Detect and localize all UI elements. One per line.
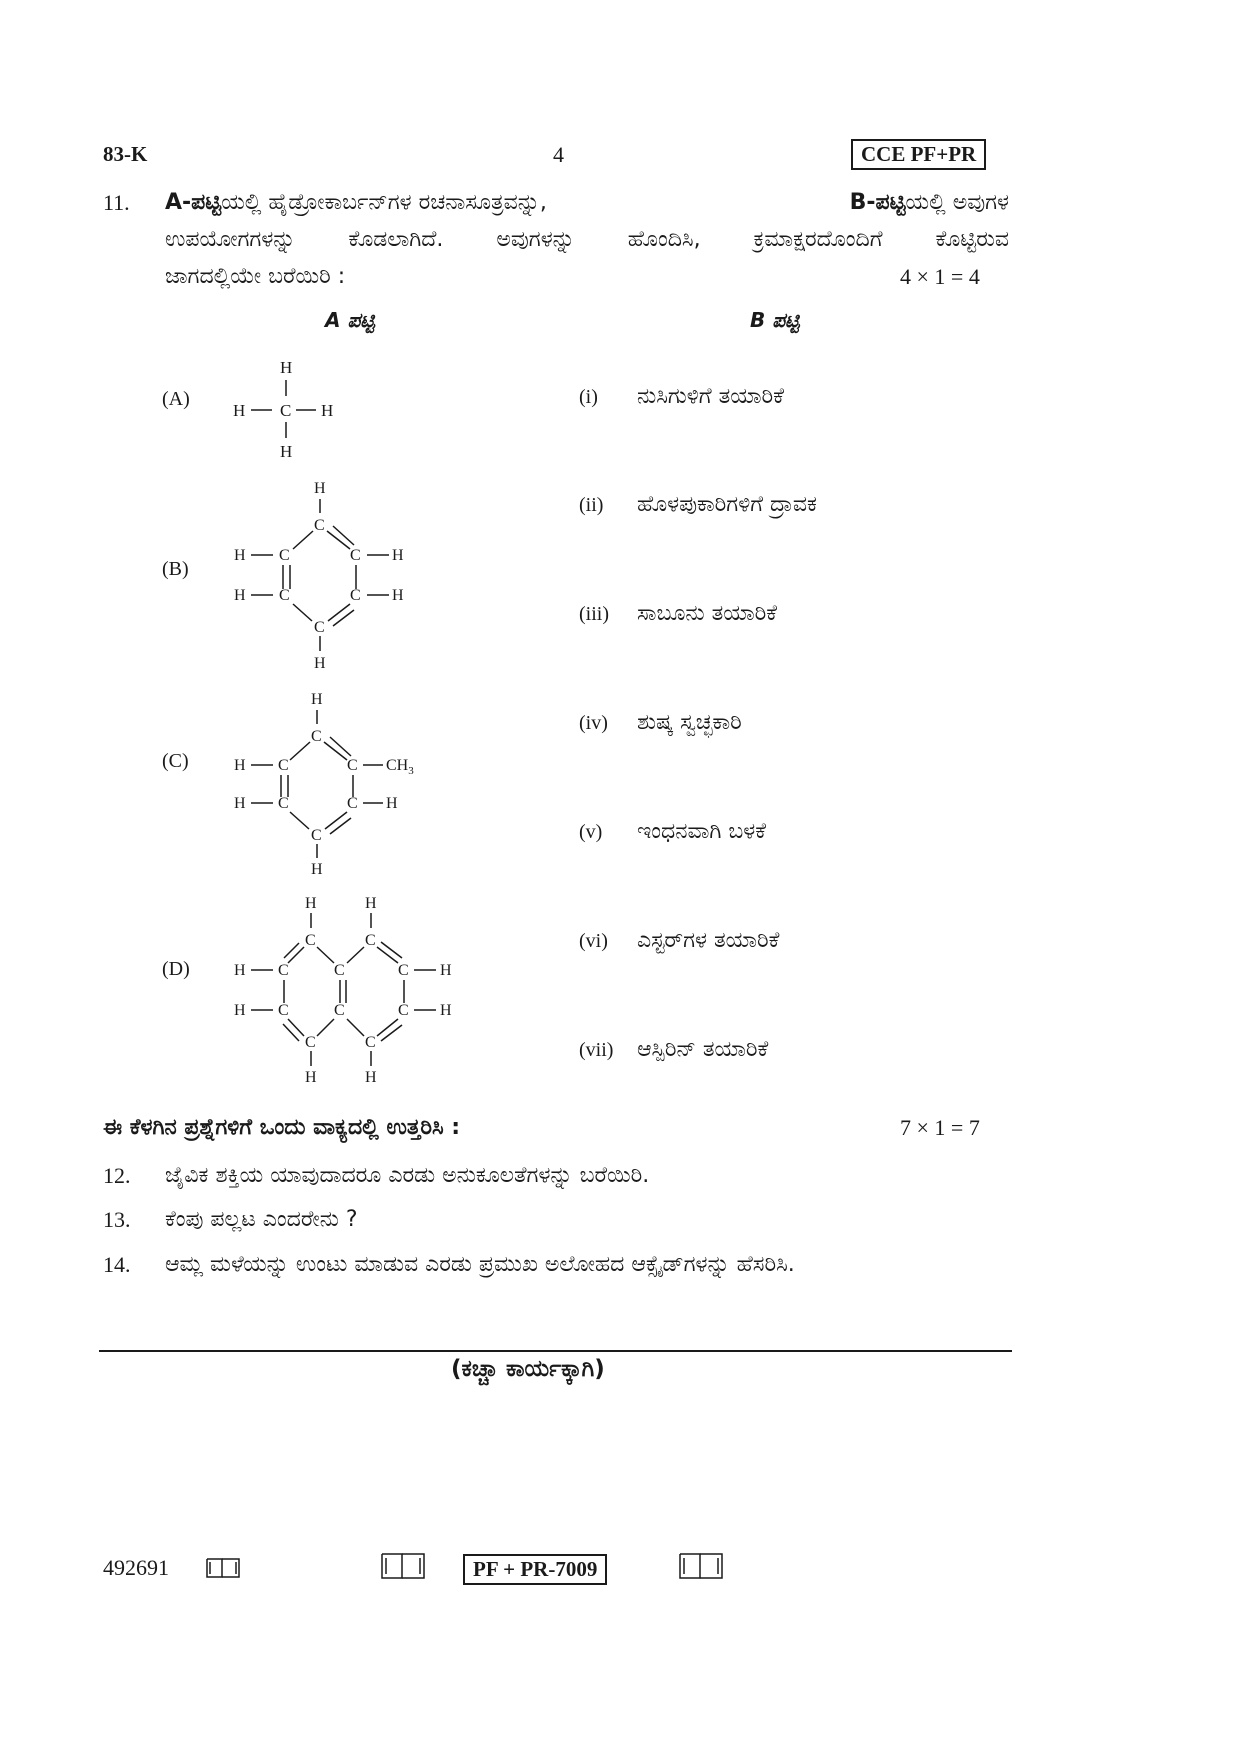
rough-work-label: (ಕಚ್ಚಾ ಕಾರ್ಯಕ್ಕಾಗಿ) (451, 1356, 605, 1382)
question-text: ಜೈವಿಕ ಶಕ್ತಿಯ ಯಾವುದಾದರೂ ಎರಡು ಅನುಕೂಲತೆಗಳನ್ನು ಬರೆಯಿರಿ. (165, 1163, 650, 1188)
question-text: ಕೆಂಪು ಪಲ್ಲಟ ಎಂದರೇನು ? (165, 1207, 358, 1232)
atom-c: C (278, 795, 289, 812)
atom-h: H (392, 587, 404, 604)
atom-c: C (311, 728, 322, 745)
q11-line1-part4: ಯಲ್ಲಿ ಅವುಗಳ (905, 190, 1009, 215)
atom-h: H (234, 587, 246, 604)
b-item-number: (iv) (579, 712, 608, 734)
atom-h: H (234, 795, 246, 812)
atom-h: H (386, 795, 398, 812)
b-item-number: (ii) (579, 494, 604, 516)
svg-text:CH3 (386, 757, 414, 777)
book-icon (380, 1550, 426, 1582)
atom-h: H (440, 1002, 452, 1019)
atom-h: H (440, 962, 452, 979)
atom-c: C (279, 587, 290, 604)
question-number: 13. (103, 1207, 131, 1232)
atom-c: C (347, 795, 358, 812)
a-label-B: (B) (162, 558, 189, 580)
atom-h: H (280, 358, 293, 377)
footer-serial: 492691 (103, 1555, 169, 1580)
atom-c: C (334, 1002, 345, 1019)
atom-h: H (305, 895, 317, 912)
atom-c: C (365, 932, 376, 949)
atom-h: H (392, 547, 404, 564)
atom-c: C (347, 757, 358, 774)
q11-marks: 4 × 1 = 4 (900, 264, 980, 289)
q11-number: 11. (103, 190, 130, 215)
q11-line2: ಉಪಯೋಗಗಳನ್ನು ಕೊಡಲಾಗಿದೆ. ಅವುಗಳನ್ನು ಹೊಂದಿಸಿ, ಕ್ರಮಾಕ್ಷರದೊಂದಿಗೆ ಕೊಟ್ಟಿರುವ (165, 227, 1009, 252)
b-item-text: ನುಸಿಗುಳಿಗೆ ತಯಾರಿಕೆ (637, 384, 784, 409)
atom-c: C (278, 962, 289, 979)
atom-c: C (398, 962, 409, 979)
atom-c: C (278, 757, 289, 774)
book-icon (205, 1555, 241, 1581)
b-item-text: ಶುಷ್ಕ ಸ್ವಚ್ಛಕಾರಿ (637, 710, 742, 735)
structure-toluene (234, 691, 414, 878)
rough-work-divider (99, 1350, 1012, 1352)
atom-c: C (350, 587, 361, 604)
book-icon (678, 1550, 724, 1582)
atom-h: H (280, 442, 293, 461)
a-label-A: (A) (162, 388, 190, 410)
question-number: 12. (103, 1163, 131, 1188)
atom-h: H (311, 691, 323, 708)
atom-h: H (305, 1069, 317, 1086)
structure-benzene (234, 480, 404, 672)
a-label-C: (C) (162, 750, 189, 772)
atom-h: H (233, 401, 246, 420)
b-item-text: ಸಾಬೂನು ತಯಾರಿಕೆ (637, 601, 777, 626)
series-box: CCE PF+PR (851, 139, 986, 170)
section-instruction: ಈ ಕೆಳಗಿನ ಪ್ರಶ್ನೆಗಳಿಗೆ ಒಂದು ವಾಕ್ಯದಲ್ಲಿ ಉತ್ತರಿಸಿ : (103, 1115, 461, 1140)
b-item-number: (vi) (579, 930, 608, 952)
atom-h: H (234, 757, 246, 774)
q11-line1-part2: ಯಲ್ಲಿ ಹೈಡ್ರೋಕಾರ್ಬನ್‌ಗಳ ರಚನಾಸೂತ್ರವನ್ನು, (221, 190, 547, 215)
atom-c: C (279, 547, 290, 564)
a-label-D: (D) (162, 958, 190, 980)
atom-h: H (234, 1002, 246, 1019)
atom-c: C (280, 401, 292, 420)
paper-code: 83-K (103, 142, 148, 166)
atom-c: C (278, 1002, 289, 1019)
atom-c: C (398, 1002, 409, 1019)
atom-h: H (234, 547, 246, 564)
q11-list-b-ref: B-ಪಟ್ಟಿ (849, 190, 906, 215)
column-b-title: B ಪಟ್ಟಿ (750, 308, 800, 332)
column-a-title: A ಪಟ್ಟಿ (325, 308, 375, 332)
b-item-number: (v) (579, 821, 603, 843)
structure-naphthalene (234, 895, 452, 1086)
atom-h: H (365, 1069, 377, 1086)
b-item-text: ಇಂಧನವಾಗಿ ಬಳಕೆ (637, 819, 767, 844)
atom-h: H (234, 962, 246, 979)
atom-c: C (311, 827, 322, 844)
atom-c: C (350, 547, 361, 564)
atom-c: C (314, 619, 325, 636)
atom-h: H (314, 655, 326, 672)
footer-code-box: PF + PR-7009 (463, 1554, 607, 1585)
b-item-text: ಆಸ್ಪಿರಿನ್ ತಯಾರಿಕೆ (637, 1037, 769, 1062)
atom-h: H (314, 480, 326, 497)
page-number: 4 (553, 142, 564, 167)
atom-h: H (365, 895, 377, 912)
atom-c: C (305, 1034, 316, 1051)
atom-c: C (314, 517, 325, 534)
methyl-subscript: 3 (408, 765, 414, 777)
atom-h: H (311, 861, 323, 878)
atom-c: C (334, 962, 345, 979)
question-number: 14. (103, 1252, 131, 1277)
atom-c: C (365, 1034, 376, 1051)
q11-list-a-ref: A-ಪಟ್ಟಿ (165, 190, 222, 215)
atom-c: C (305, 932, 316, 949)
methyl-label: CH (386, 757, 409, 774)
question-text: ಆಮ್ಲ ಮಳೆಯನ್ನು ಉಂಟು ಮಾಡುವ ಎರಡು ಪ್ರಮುಖ ಅಲೋಹದ ಆಕ್ಸೈಡ್‌ಗಳನ್ನು ಹೆಸರಿಸಿ. (165, 1252, 795, 1277)
b-item-text: ಹೊಳಪುಕಾರಿಗಳಿಗೆ ದ್ರಾವಕ (637, 492, 817, 517)
b-item-number: (i) (579, 386, 598, 408)
b-item-text: ಎಸ್ಟರ್‌ಗಳ ತಯಾರಿಕೆ (637, 928, 780, 953)
b-item-number: (vii) (579, 1039, 614, 1061)
section-marks: 7 × 1 = 7 (900, 1115, 980, 1140)
b-item-number: (iii) (579, 603, 609, 625)
atom-h: H (321, 401, 334, 420)
q11-line3: ಜಾಗದಲ್ಲಿಯೇ ಬರೆಯಿರಿ : (165, 264, 346, 289)
structure-methane (233, 358, 333, 461)
